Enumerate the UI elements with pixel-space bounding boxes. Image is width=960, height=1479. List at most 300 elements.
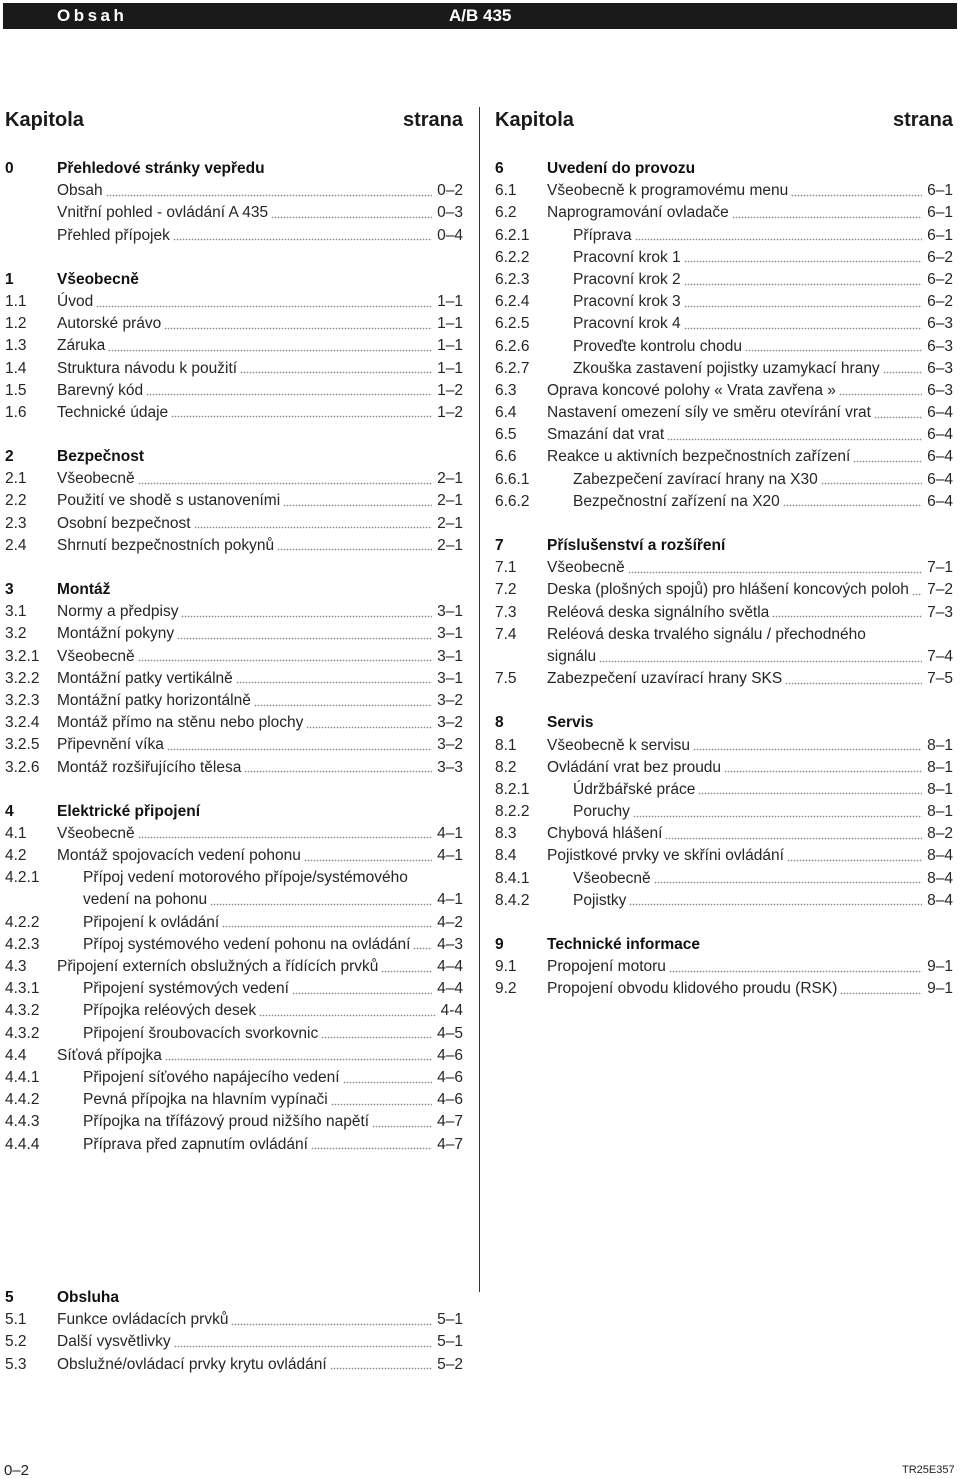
toc-entry-number: 3.2.6: [5, 758, 40, 776]
toc-section-number: 6: [495, 160, 504, 177]
toc-entry: [5, 1309, 463, 1331]
toc-entry: [495, 402, 953, 424]
toc-entry-title: Síťová přípojka: [57, 1046, 162, 1064]
leader-dots: [259, 1013, 435, 1017]
leader-dots: [283, 504, 432, 508]
toc-entry-page: 3–1: [437, 669, 463, 687]
leader-dots: [222, 925, 432, 929]
toc-entry-number: 4.3.2: [5, 1024, 40, 1042]
toc-entry-title: Pevná přípojka na hlavním vypínači: [83, 1091, 328, 1109]
toc-entry-number: 7.1: [495, 559, 517, 577]
toc-entry-title: Obslužné/ovládací prvky krytu ovládání: [57, 1355, 327, 1373]
toc-entry: [495, 779, 953, 801]
toc-entry-continuation: [5, 889, 463, 911]
toc-entry-title: Připojení k ovládání: [83, 913, 220, 931]
leader-dots: [277, 548, 432, 552]
toc-entry-title: Bezpečnostní zařízení na X20: [573, 492, 780, 510]
toc-entry-page: 1–1: [437, 292, 463, 310]
toc-entry-page: 6–4: [927, 492, 953, 510]
toc-entry-number: 1.5: [5, 381, 27, 399]
toc-entry-page: 4–1: [437, 824, 463, 842]
toc-entry-title: Příprava: [573, 226, 632, 244]
toc-entry-page: 4–4: [437, 980, 463, 998]
toc-entry-number: 7.2: [495, 581, 517, 599]
leader-dots: [745, 349, 922, 353]
toc-entry-number: 5.3: [5, 1355, 27, 1373]
toc-entry: [5, 335, 463, 357]
toc-entry: [5, 690, 463, 712]
toc-entry: [5, 1134, 463, 1156]
toc-section-heading: [495, 712, 953, 734]
toc-entry-title: Pracovní krok 2: [573, 270, 681, 288]
header-model: A/B 435: [449, 6, 512, 25]
toc-entry: [495, 180, 953, 202]
toc-entry-title: Připojení systémových vedení: [83, 980, 289, 998]
toc-entry-title: Všeobecně: [573, 869, 651, 887]
toc-entry: [495, 291, 953, 313]
toc-entry-number: 1.1: [5, 292, 27, 310]
toc-section-heading: [5, 158, 463, 180]
leader-dots: [821, 482, 922, 486]
toc-entry-page: 4–7: [437, 1113, 463, 1131]
toc-entry-page: 2–1: [437, 470, 463, 488]
toc-section-number: 9: [495, 936, 504, 953]
toc-entry-number: 4.2.1: [5, 869, 40, 887]
toc-right-column: [495, 106, 953, 1001]
toc-entry: [5, 823, 463, 845]
toc-section-title: Technické informace: [547, 936, 701, 953]
toc-entry-page: 1–1: [437, 315, 463, 333]
leader-dots: [254, 703, 432, 707]
toc-entry: [5, 535, 463, 557]
toc-entry-title: Osobní bezpečnost: [57, 514, 191, 532]
toc-entry-page: 0–2: [437, 182, 463, 200]
toc-entry-title: Připojení externích obslužných a řídících prvků: [57, 958, 379, 975]
leader-dots: [783, 504, 922, 508]
toc-entry-page: 3–2: [437, 736, 463, 754]
toc-entry-title: Chybová hlášení: [547, 825, 663, 843]
toc-entry-title: Úvod: [57, 292, 94, 310]
toc-entry-page: 4–5: [437, 1024, 463, 1042]
toc-section-heading: [5, 579, 463, 601]
toc-section-number: 7: [495, 537, 504, 554]
toc-entry: [5, 646, 463, 668]
toc-entry-number: 5.2: [5, 1333, 27, 1351]
toc-entry-page: 6–1: [927, 182, 953, 200]
toc-entry-number: 6.3: [495, 381, 517, 399]
toc-section-heading: [5, 1287, 463, 1309]
toc-entry: [5, 402, 463, 424]
toc-entry-title: Pojistkové prvky ve skříni ovládání: [547, 847, 784, 865]
toc-entry-title: Použití ve shodě s ustanoveními: [57, 492, 281, 510]
toc-entry-page: 4–7: [437, 1135, 463, 1153]
toc-section-heading: [5, 446, 463, 468]
toc-entry-number: 6.6.2: [495, 492, 530, 510]
toc-section-number: 5: [5, 1289, 14, 1306]
toc-entry-title: Všeobecně: [57, 647, 135, 665]
toc-entry: [495, 668, 953, 690]
toc-entry-page: 3–2: [437, 714, 463, 732]
toc-entry-number: 6.1: [495, 182, 517, 200]
leader-dots: [164, 326, 432, 330]
column-header: [495, 106, 953, 134]
toc-entry: [5, 912, 463, 934]
toc-entry-number: 3.2.1: [5, 647, 40, 665]
toc-entry-title: Normy a předpisy: [57, 603, 179, 621]
toc-entry-number: 8.2.1: [495, 780, 530, 798]
toc-entry-title: Autorské právo: [57, 315, 162, 333]
toc-entry-title: Propojení motoru: [547, 958, 666, 976]
toc-entry-number: 6.2.1: [495, 226, 530, 244]
toc-entry-number: 6.2.2: [495, 248, 530, 266]
toc-entry-page: 2–1: [437, 514, 463, 532]
toc-entry-number: 2.3: [5, 514, 27, 532]
leader-dots: [311, 1147, 432, 1151]
toc-section-number: 0: [5, 160, 14, 177]
toc-entry: [5, 490, 463, 512]
toc-entry-number: 3.2.4: [5, 714, 40, 732]
toc-section-heading: [495, 934, 953, 956]
leader-dots: [698, 792, 922, 796]
toc-entry-page: 6–4: [927, 426, 953, 444]
leader-dots: [321, 1036, 432, 1040]
toc-entry-page: 4–4: [437, 958, 463, 975]
toc-entry: [5, 1111, 463, 1133]
toc-entry-number: 8.4.2: [495, 891, 530, 909]
toc-entry-page: 4–6: [437, 1046, 463, 1064]
toc-entry-page: 8–2: [927, 825, 953, 843]
toc-entry: [495, 890, 953, 912]
toc-entry-title: Reakce u aktivních bezpečnostních zařízení: [547, 448, 851, 466]
toc-entry: [495, 735, 953, 757]
toc-entry-title: Přehled přípojek: [57, 226, 170, 244]
toc-entry-number: 6.2.3: [495, 270, 530, 288]
toc-entry-number: 3.2.5: [5, 736, 40, 754]
toc-entry-number: 9.2: [495, 980, 517, 998]
toc-entry: [5, 601, 463, 623]
leader-dots: [732, 215, 922, 219]
toc-entry-title-continued: vedení na pohonu: [83, 891, 208, 909]
toc-entry-title: Montáž rozšiřujícího tělesa: [57, 758, 242, 776]
toc-entry-title: Propojení obvodu klidového proudu (RSK): [547, 980, 838, 998]
toc-entry: [495, 823, 953, 845]
toc-section-title: Uvedení do provozu: [547, 160, 696, 177]
toc-entry-number: 8.1: [495, 736, 517, 754]
leader-dots: [654, 881, 923, 885]
toc-entry: [495, 845, 953, 867]
leader-dots: [669, 969, 922, 973]
toc-entry: [5, 291, 463, 313]
toc-entry: [5, 225, 463, 247]
toc-entry-title: Připojení síťového napájecího vedení: [83, 1068, 340, 1086]
toc-entry-title: Ovládání vrat bez proudu: [547, 758, 722, 776]
leader-dots: [177, 636, 432, 640]
toc-entry-page: 6–3: [927, 315, 953, 333]
toc-entry-page: 0–4: [437, 226, 463, 244]
toc-entry: [495, 358, 953, 380]
toc-entry-number: 2.1: [5, 470, 27, 488]
toc-entry-number: 3.2: [5, 625, 27, 643]
toc-entry-number: 6.4: [495, 404, 517, 422]
toc-entry-page: 3–1: [437, 603, 463, 621]
toc-entry-title: Shrnutí bezpečnostních pokynů: [57, 536, 275, 554]
toc-entry-page: 3–1: [437, 647, 463, 665]
toc-entry-page: 1–2: [437, 403, 463, 421]
toc-entry-page: 9–1: [927, 958, 953, 976]
toc-entry-page: 7–1: [927, 559, 953, 577]
toc-entry-number: 8.3: [495, 825, 517, 843]
toc-entry: [5, 468, 463, 490]
toc-entry-number: 6.2.5: [495, 315, 530, 333]
toc-entry-number: 8.4: [495, 847, 517, 865]
leader-dots: [684, 260, 922, 264]
toc-entry-page: 7–2: [927, 581, 953, 599]
leader-dots: [165, 1058, 432, 1062]
toc-entry-page: 8–4: [927, 869, 953, 887]
leader-dots: [772, 615, 922, 619]
toc-entry-number: 6.2.7: [495, 359, 530, 377]
toc-entry: [495, 557, 953, 579]
toc-entry: [5, 513, 463, 535]
leader-dots: [874, 415, 922, 419]
toc-entry-title: Zabezpečení uzavírací hrany SKS: [547, 670, 783, 688]
toc-entry-title: Funkce ovládacích prvků: [57, 1311, 229, 1329]
toc-entry-page: 3–1: [437, 625, 463, 643]
toc-entry-title: Všeobecně: [57, 470, 135, 488]
toc-entry: [495, 380, 953, 402]
toc-entry: [5, 202, 463, 224]
toc-entry-number: 4.4.1: [5, 1068, 40, 1086]
toc-section-title: Elektrické připojení: [57, 802, 200, 820]
leader-dots: [853, 460, 922, 464]
toc-entry-title: Barevný kód: [57, 381, 144, 399]
toc-entry-number: 4.2.2: [5, 913, 40, 931]
toc-entry-number: 6.2.4: [495, 293, 530, 311]
toc-entry: [495, 424, 953, 446]
leader-dots: [912, 592, 922, 596]
toc-entry: [495, 336, 953, 358]
leader-dots: [244, 770, 432, 774]
toc-entry-title: Další vysvětlivky: [57, 1333, 171, 1351]
toc-entry-title: Přípoj vedení motorového přípoje/systémového: [83, 869, 408, 887]
leader-dots: [839, 393, 922, 397]
toc-entry-number: 3.2.2: [5, 669, 40, 687]
toc-entry-title: Reléová deska trvalého signálu / přechodného: [547, 625, 866, 643]
toc-left-column: [5, 106, 463, 1156]
toc-entry-page: 7–3: [927, 603, 953, 621]
toc-entry-continuation: [495, 646, 953, 668]
toc-entry-page: 4–1: [437, 847, 463, 865]
toc-entry-page: 6–1: [927, 226, 953, 244]
toc-entry-page: 8–1: [927, 736, 953, 754]
footer-page-number: 0–2: [4, 1462, 30, 1479]
toc-entry-title: Příprava před zapnutím ovládání: [83, 1135, 308, 1153]
toc-entry: [5, 380, 463, 402]
toc-section-number: 2: [5, 448, 14, 466]
leader-dots: [174, 1344, 432, 1348]
toc-entry-title: Proveďte kontrolu chodu: [573, 337, 742, 355]
toc-entry-title: Všeobecně: [57, 824, 135, 842]
toc-entry: [5, 1331, 463, 1353]
toc-entry-number: 3.1: [5, 603, 27, 621]
toc-section-title: Servis: [547, 714, 594, 732]
toc-entry-page: 4–1: [437, 891, 463, 909]
toc-entry: [495, 801, 953, 823]
leader-dots: [108, 348, 432, 352]
toc-entry: [5, 1354, 463, 1376]
toc-section-title: Montáž: [57, 581, 111, 598]
leader-dots: [693, 748, 922, 752]
toc-entry: [5, 1067, 463, 1089]
toc-entry-page: 6–2: [927, 248, 953, 266]
toc-entry-number: 3.2.3: [5, 691, 40, 709]
toc-entry-number: 6.6.1: [495, 470, 530, 488]
toc-entry-title: Připojení šroubovacích svorkovnic: [83, 1024, 319, 1042]
toc-entry: [5, 1000, 463, 1022]
toc-entry: [5, 867, 463, 889]
toc-entry-page: 6–4: [927, 470, 953, 488]
toc-entry-title: Montážní pokyny: [57, 625, 175, 643]
toc-entry-page: 1–2: [437, 381, 463, 399]
toc-bottom-block: [5, 1287, 463, 1376]
leader-dots: [381, 969, 432, 973]
toc-entry-number: 4.4: [5, 1046, 27, 1064]
toc-entry-title: Technické údaje: [57, 403, 169, 421]
toc-entry-title: Montážní patky vertikálně: [57, 669, 233, 687]
toc-entry-number: 8.4.1: [495, 869, 530, 887]
toc-section-heading: [5, 801, 463, 823]
toc-section-title: Bezpečnost: [57, 448, 144, 466]
leader-dots: [210, 903, 432, 907]
toc-entry-title: Naprogramování ovladače: [547, 204, 729, 222]
page-header-bar: [3, 3, 957, 29]
leader-dots: [343, 1080, 433, 1084]
toc-entry-title: Montážní patky horizontálně: [57, 691, 251, 709]
toc-entry-page: 2–1: [437, 536, 463, 554]
toc-entry: [5, 358, 463, 380]
toc-entry-title: Poruchy: [573, 803, 630, 821]
toc-entry-page: 6–2: [927, 270, 953, 288]
leader-dots: [413, 947, 432, 951]
toc-entry-title: Všeobecně: [547, 559, 625, 577]
toc-section-number: 4: [5, 802, 14, 820]
toc-entry-number: 4.1: [5, 824, 27, 842]
toc-entry: [5, 668, 463, 690]
toc-entry-page: 6–3: [927, 359, 953, 377]
leader-dots: [883, 371, 922, 375]
toc-entry-page: 4–3: [437, 935, 463, 953]
toc-entry-title: Pojistky: [573, 891, 627, 909]
toc-entry-title: Montáž přímo na stěnu nebo plochy: [57, 714, 304, 732]
toc-section-number: 1: [5, 270, 14, 288]
toc-entry-title: Pracovní krok 3: [573, 293, 681, 311]
leader-dots: [171, 415, 432, 419]
toc-entry-number: 4.4.3: [5, 1113, 40, 1131]
toc-entry-title-continued: signálu: [547, 647, 597, 665]
leader-dots: [167, 747, 432, 751]
toc-entry: [495, 313, 953, 335]
column-header-chapter: Kapitola: [5, 109, 84, 131]
toc-entry-page: 5–2: [437, 1355, 463, 1373]
toc-entry-title: Vnitřní pohled - ovládání A 435: [57, 204, 269, 222]
leader-dots: [292, 991, 432, 995]
toc-entry-title: Oprava koncové polohy « Vrata zavřena »: [547, 381, 836, 399]
leader-dots: [138, 481, 433, 485]
toc-section-number: 3: [5, 581, 14, 598]
toc-section-title: Přehledové stránky vepředu: [57, 160, 265, 177]
leader-dots: [840, 991, 922, 995]
leader-dots: [667, 437, 922, 441]
toc-entry: [5, 623, 463, 645]
toc-entry-page: 6–4: [927, 404, 953, 422]
toc-entry-title: Přípoj systémového vedení pohonu na ovládání: [83, 935, 411, 953]
leader-dots: [138, 836, 433, 840]
toc-entry-number: 9.1: [495, 958, 517, 976]
toc-entry: [5, 757, 463, 779]
toc-entry-page: 1–1: [437, 359, 463, 377]
column-header: [5, 106, 463, 134]
toc-entry-title: Pracovní krok 4: [573, 315, 681, 333]
toc-entry-number: 4.3.2: [5, 1002, 40, 1020]
toc-entry-title: Záruka: [57, 337, 106, 355]
toc-entry: [495, 579, 953, 601]
toc-entry-page: 8–1: [927, 803, 953, 821]
toc-entry-title: Reléová deska signálního světla: [547, 603, 770, 621]
leader-dots: [684, 326, 922, 330]
leader-dots: [306, 725, 432, 729]
leader-dots: [173, 238, 432, 242]
leader-dots: [791, 193, 922, 197]
toc-entry-page: 8–1: [927, 780, 953, 798]
toc-entry: [495, 446, 953, 468]
toc-entry-title: Montáž spojovacích vedení pohonu: [57, 847, 301, 865]
leader-dots: [724, 770, 922, 774]
toc-entry-page: 9–1: [927, 980, 953, 998]
toc-entry-title: Zkouška zastavení pojistky uzamykací hrany: [573, 359, 880, 377]
toc-entry-title: Obsah: [57, 182, 103, 200]
toc-entry-page: 7–4: [927, 647, 953, 665]
toc-entry-page: 1–1: [437, 337, 463, 355]
toc-entry-page: 8–1: [927, 758, 953, 776]
toc-section-title: Obsluha: [57, 1289, 120, 1306]
toc-entry: [495, 247, 953, 269]
toc-entry: [495, 757, 953, 779]
toc-entry-number: 6.6: [495, 448, 517, 466]
toc-entry-title: Zabezpečení zavírací hrany na X30: [573, 470, 818, 488]
toc-entry-title: Všeobecně k programovému menu: [547, 182, 789, 200]
toc-entry-title: Údržbářské práce: [573, 780, 696, 798]
toc-entry-number: 4.2: [5, 847, 27, 865]
leader-dots: [628, 570, 923, 574]
toc-entry-page: 7–5: [927, 670, 953, 688]
toc-entry-number: 4.3.1: [5, 980, 40, 998]
toc-entry-number: 7.3: [495, 603, 517, 621]
toc-entry: [5, 1023, 463, 1045]
leader-dots: [240, 371, 432, 375]
toc-section-heading: [495, 158, 953, 180]
toc-entry: [495, 602, 953, 624]
column-divider: [479, 107, 480, 1292]
leader-dots: [684, 282, 922, 286]
toc-entry-number: 1.3: [5, 337, 27, 355]
leader-dots: [271, 215, 432, 219]
toc-entry-number: 7.4: [495, 625, 517, 643]
leader-dots: [629, 903, 922, 907]
toc-entry: [495, 469, 953, 491]
toc-entry: [5, 734, 463, 756]
leader-dots: [330, 1367, 432, 1371]
toc-entry-title: Přípojka na třífázový proud nižšího napětí: [83, 1113, 370, 1131]
